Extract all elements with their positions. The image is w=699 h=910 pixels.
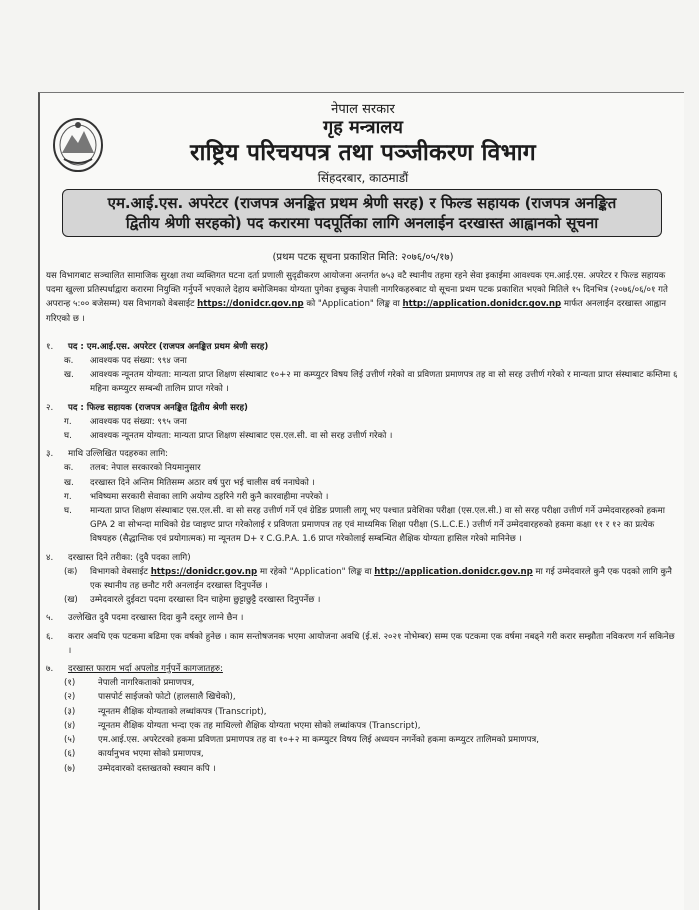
item-label: ख. xyxy=(64,370,74,381)
document-text: कार्यानुभव भएमा सोको प्रमाणपत्र, xyxy=(98,749,204,760)
intro-end-text: मार्फत अनलाईन दरखास्त आह्वान गरिएको छ । xyxy=(46,299,667,324)
section-3 xyxy=(46,447,678,546)
section-title: पद : फिल्ड सहायक (राजपत्र अनङ्कित द्वितीय श्रेणी सरह) xyxy=(68,402,248,413)
item-text: उम्मेदवारले दुईवटा पदमा दरखास्त दिन चाहेमा छुट्टाछुट्टै दरखास्त दिनुपर्नेछ । xyxy=(90,595,321,606)
department-name: राष्ट्रिय परिचयपत्र तथा पञ्जीकरण विभाग xyxy=(190,140,536,166)
website-link[interactable]: https://donidcr.gov.np xyxy=(150,566,258,577)
notice-sheet xyxy=(38,92,684,910)
application-link[interactable]: http://application.donidcr.gov.np xyxy=(402,299,562,310)
notice-title-banner xyxy=(62,189,662,237)
item-text: दरखास्त दिने अन्तिम मितिसम्म अठार वर्ष पुरा भई चालीस वर्ष ननाघेको । xyxy=(90,477,315,488)
item-text: आवश्यक न्यूनतम योग्यता: मान्यता प्राप्त शिक्षण संस्थाबाट १०+२ मा कम्प्युटर विषय लिई उत्तीर्ण गरेको वा प्रविणता प्रमाणपत्र तह वा सो सरह उत्तीर्ण गरेको र मान्यता प्राप्त संस्थाबाट कम्तिमा ६ महिना कम्प्युटर सम्बन्धी तालिम प्राप्त गरेको । xyxy=(90,370,678,395)
document-item xyxy=(64,676,678,690)
document-item xyxy=(64,719,678,733)
item-text-end: मा गई उम्मेदवारले कुनै एक पदको लागि कुनै एक स्थानीय तह छनौट गरी अनलाईन दरखास्त दिनुपर्नेछ । xyxy=(90,566,672,592)
section-2 xyxy=(46,401,678,444)
document-number: (३) xyxy=(64,706,76,717)
section-7 xyxy=(46,662,678,776)
item-label: ख. xyxy=(64,477,74,488)
document-number: (६) xyxy=(64,749,76,760)
document-item xyxy=(64,762,678,776)
item-label: ग. xyxy=(64,416,72,427)
documents-list xyxy=(46,676,678,775)
section-6 xyxy=(46,630,678,658)
document-item xyxy=(64,690,678,704)
section-1 xyxy=(46,340,678,397)
section-number: ६. xyxy=(46,631,54,642)
banner-line-2: द्वितीय श्रेणी सरहको) पद करारमा पदपूर्तिका लागि अनलाईन दरखास्त आह्वानको सूचना xyxy=(125,214,599,232)
document-number: (७) xyxy=(64,763,76,774)
item-text-pre: विभागको वेबसाईट xyxy=(90,566,148,577)
section-5 xyxy=(46,611,678,625)
document-text: पासपोर्ट साईजको फोटो (हालसालै खिचेको), xyxy=(98,692,236,703)
ministry-name: गृह मन्त्रालय xyxy=(323,117,403,138)
section-number: ५. xyxy=(46,613,54,624)
website-link[interactable]: https://donidcr.gov.np xyxy=(197,299,304,310)
document-number: (२) xyxy=(64,692,76,703)
document-text: एम.आई.एस. अपरेटरको हकमा प्रविणता प्रमाणपत्र तह वा १०+२ मा कम्प्युटर विषय लिई अध्ययन नगर्नेको हकमा कम्प्युटर तालिमको प्रमाणपत्र, xyxy=(98,735,539,746)
department-address: सिंहदरबार, काठमाडौं xyxy=(317,171,409,185)
item-text-mid: मा रहेको "Application" लिङ्क वा xyxy=(259,566,372,577)
section-number: ७. xyxy=(46,664,54,675)
document-item xyxy=(64,747,678,761)
section-number: ३. xyxy=(46,449,54,460)
section-title: माथि उल्लिखित पदहरुका लागि: xyxy=(68,449,169,460)
document-item xyxy=(64,733,678,747)
item-label: (ख) xyxy=(64,595,78,606)
document-text: नेपाली नागरिकताको प्रमाणपत्र, xyxy=(98,678,195,689)
item-text: भविष्यमा सरकारी सेवाका लागि अयोग्य ठहरिने गरी कुनै कारवाहीमा नपरेको । xyxy=(90,491,329,502)
item-text xyxy=(90,565,678,593)
banner-line-1: एम.आई.एस. अपरेटर (राजपत्र अनङ्कित प्रथम श्रेणी सरह) र फिल्ड सहायक (राजपत्र अनङ्कित xyxy=(107,194,617,212)
government-name: नेपाल सरकार xyxy=(331,102,395,117)
document-number: (१) xyxy=(64,678,76,689)
item-text: तलब: नेपाल सरकारको नियमानुसार xyxy=(90,463,201,474)
document-text: न्यूनतम शैक्षिक योग्यता भन्दा एक तह माथिल्लो शैक्षिक योग्यता भएमा सोको लब्धांकपत्र (Transcript), xyxy=(98,720,421,731)
item-label: घ. xyxy=(64,431,72,442)
notice-body xyxy=(46,269,678,776)
item-label: क. xyxy=(64,356,74,367)
intro-mid-text: को "Application" लिङ्क वा xyxy=(306,299,400,310)
document-item xyxy=(64,705,678,719)
application-link[interactable]: http://application.donidcr.gov.np xyxy=(374,566,533,577)
item-label: (क) xyxy=(64,566,78,577)
publish-date-line: (प्रथम पटक सूचना प्रकाशित मिति: २०७६/०५/१७) xyxy=(272,252,454,263)
document-text: न्यूनतम शैक्षिक योग्यताको लब्धांकपत्र (Transcript), xyxy=(98,706,267,717)
intro-paragraph xyxy=(46,269,678,326)
section-title: दरखास्त दिने तरीका: (दुवै पदका लागि) xyxy=(68,552,191,563)
section-title: दरखास्त फाराम भर्दा अपलोड गर्नुपर्ने कागजातहरु: xyxy=(68,664,223,675)
item-label: घ. xyxy=(64,506,72,517)
document-number: (४) xyxy=(64,720,76,731)
document-text: उम्मेदवारको दस्तखतको स्क्यान कपि । xyxy=(98,763,216,774)
item-text: आवश्यक पद संख्या: ९९५ जना xyxy=(90,416,187,427)
item-text: मान्यता प्राप्त शिक्षण संस्थाबाट एस.एल.सी. वा सो सरह उत्तीर्ण गर्ने एवं ग्रेडिङ प्रणाली लागू भए पश्चात प्रवेशिका परीक्षा (एस.एल.सी.) वा सो सरह परीक्षा उत्तीर्ण गर्ने उम्मेदवारहरुको हकमा GPA 2 वा सोभन्दा माथिको ग्रेड प्वाइण्ट प्राप्त गरेकोलाई र प्रविणता प्रमाणपत्र तह एवं माध्यमिक शिक्षा परीक्षा (S.L.C.E.) उत्तीर्ण गर्ने उम्मेदवारहरुको हकमा कक्षा ११ र १२ का प्रत्येक विषयहरु (सैद्धान्तिक एवं प्रयोगात्मक) मा न्यूनतम D+ र C.G.P.A. 1.6 प्राप्त गरेकोलाई सम्बन्धित शैक्षिक योग्यता हासिल गरेको मानिनेछ । xyxy=(90,506,665,545)
section-4 xyxy=(46,551,678,608)
section-number: १. xyxy=(46,341,54,352)
section-number: ४. xyxy=(46,552,54,563)
item-text: आवश्यक पद संख्या: ९९४ जना xyxy=(90,356,187,367)
section-text: उल्लेखित दुवै पदमा दरखास्त दिदा कुनै दस्तुर लाग्ने छैन । xyxy=(68,613,244,624)
item-label: ग. xyxy=(64,491,72,502)
section-title: पद : एम.आई.एस. अपरेटर (राजपत्र अनङ्कित प्रथम श्रेणी सरह) xyxy=(68,341,269,352)
section-number: २. xyxy=(46,402,54,413)
document-number: (५) xyxy=(64,735,76,746)
section-text: करार अवधि एक पटकमा बढिमा एक वर्षको हुनेछ । काम सन्तोषजनक भएमा आयोजना अवधि (ई.सं. २०२१ नोभेम्बर) सम्म एक पटकमा एक वर्षमा नबढ्ने गरी करार सम्झौता नविकरण गर्न सकिनेछ । xyxy=(68,631,675,656)
item-label: क. xyxy=(64,463,74,474)
intro-text: यस विभागबाट सञ्चालित सामाजिक सुरक्षा तथा व्यक्तिगत घटना दर्ता प्रणाली सुदृढीकरण आयोजना अन्तर्गत ७५३ वटै स्थानीय तहमा रहने सेवा इकाईमा आवश्यक एम.आई.एस. अपरेटर र फिल्ड सहायक पदमा खुल्ला प्रतिस्पर्धाद्वारा करारमा नियुक्ति गर्नुपर्ने भएकाले देहाय बमोजिमका योग्यता पुगेका इच्छुक नेपाली नागरिकहरुबाट यो सूचना प्रथम पटक प्रकाशित भएको मितिले १५ दिनभित्र (२०७६/०६/०१ गते अपरान्ह ५:०० बजेसम्म) यस विभागको वेबसाईट xyxy=(46,271,668,310)
item-text: आवश्यक न्यूनतम योग्यता: मान्यता प्राप्त शिक्षण संस्थाबाट एस.एल.सी. वा सो सरह उत्तीर्ण गरेको । xyxy=(90,431,393,442)
